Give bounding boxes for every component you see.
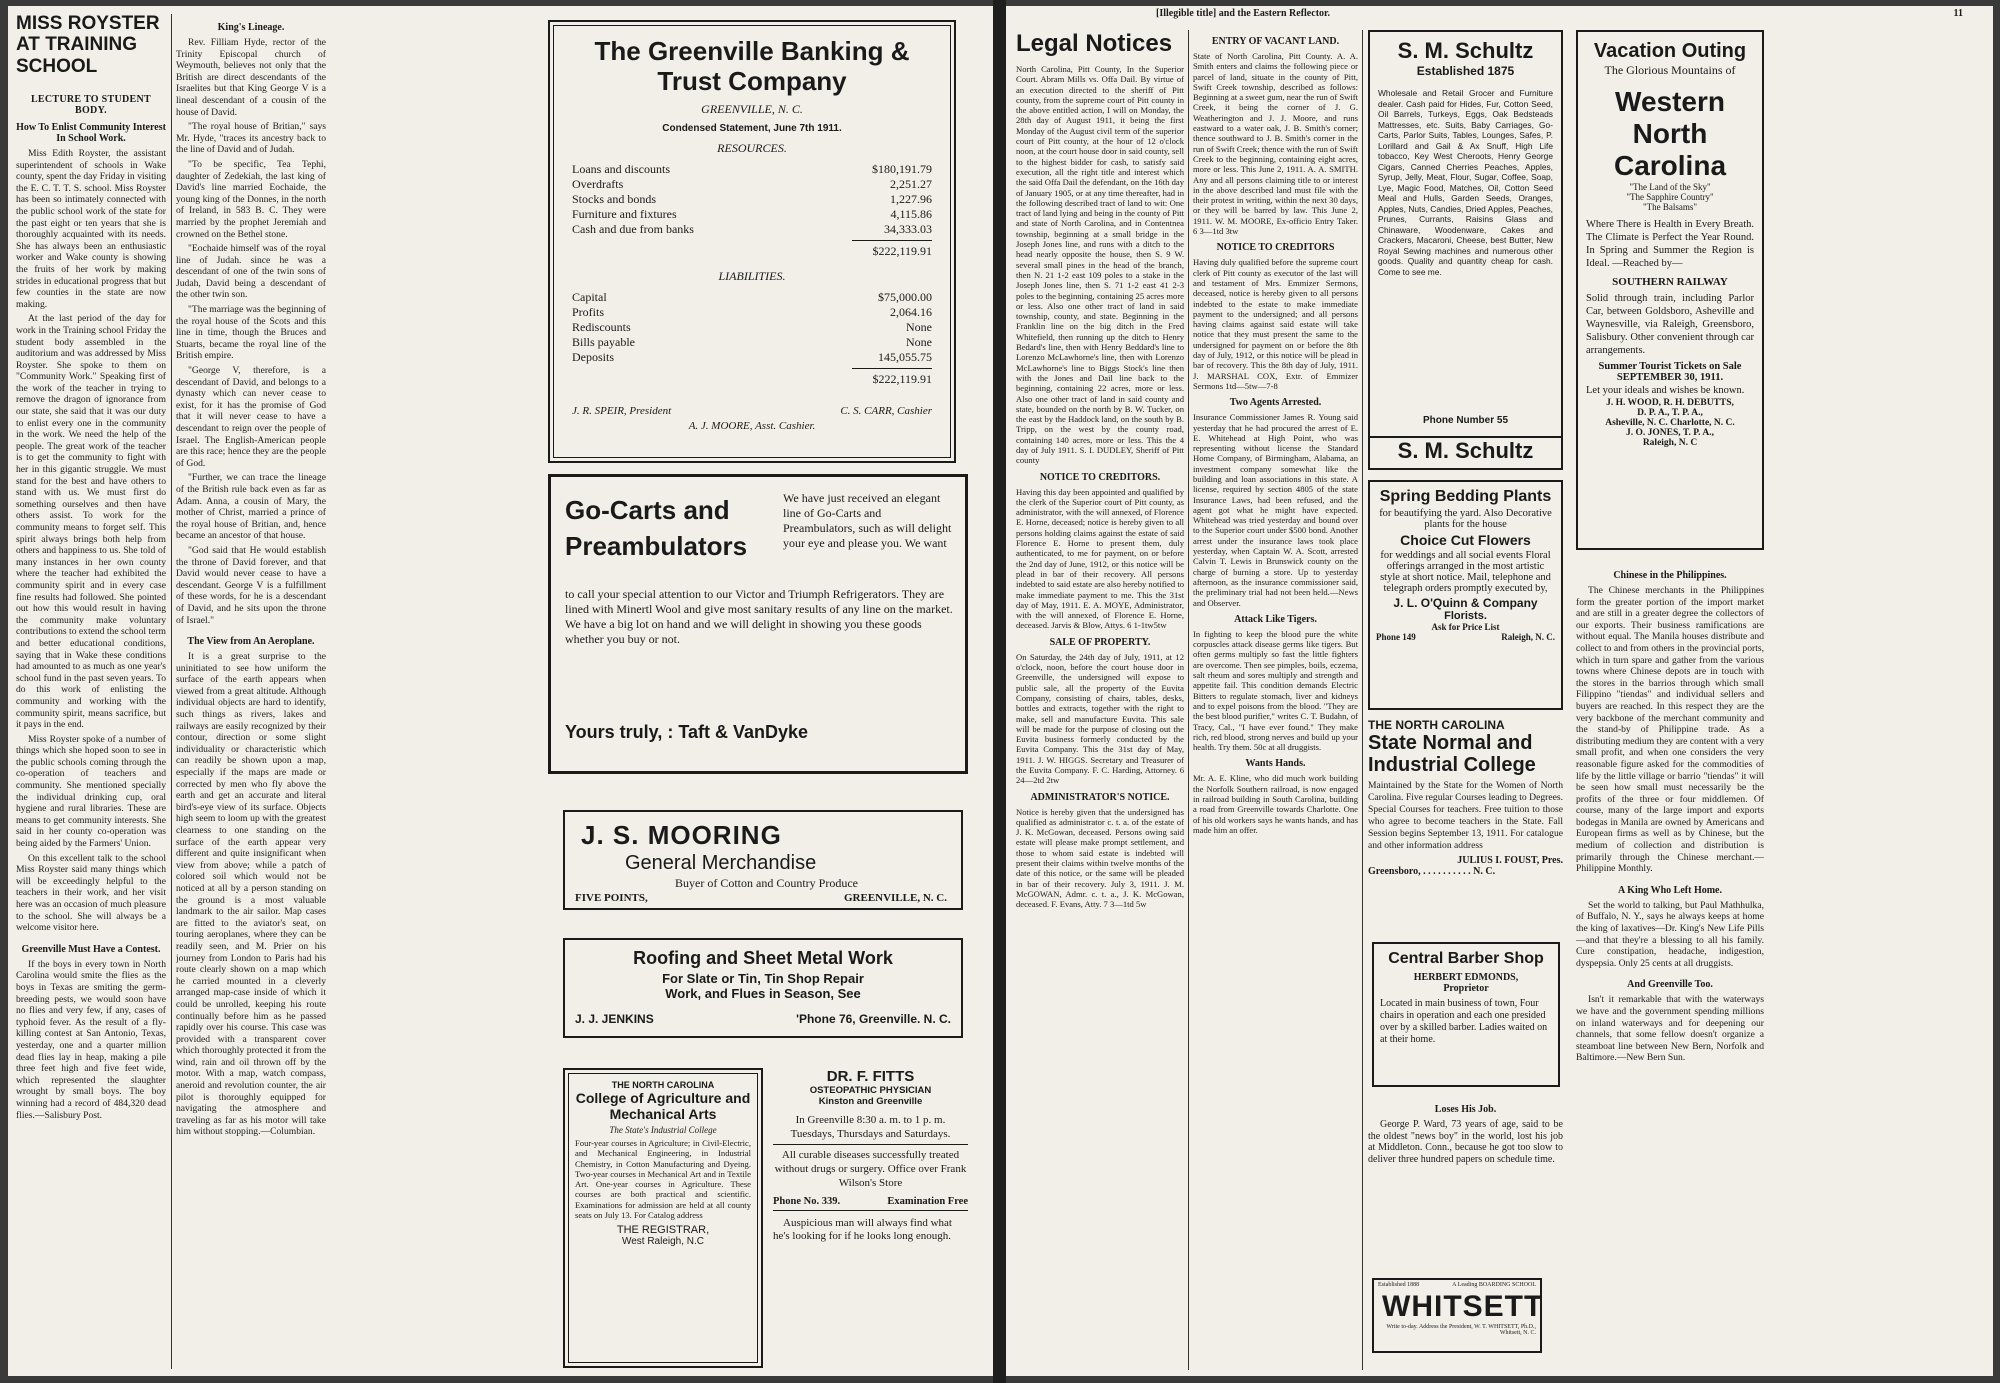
paragraph: Miss Royster spoke of a number of things which she hoped soon to see in the public schools coming through the co-operation of teachers and community. She mentioned specially the individual drinking cup, oral hygiene and rural libraries. These are means to get community interests. She said in her county co-operation was being aided by the Farmers' Union. xyxy=(16,733,166,850)
ledger-row: Furniture and fixtures 4,115.86 xyxy=(572,207,932,221)
barber-title: Central Barber Shop xyxy=(1388,950,1544,967)
ledger-row: Deposits 145,055.75 xyxy=(572,350,932,364)
fitts-title: DR. F. FITTS xyxy=(826,1068,915,1085)
column-articles: Chinese in the Philippines. The Chinese merchants in the Philippines form the greater portion of the import market and are still in a greater degree the collectors of our exports. Their business ramifications are without equal. The Manila houses distribute and collect to and from others in the provincial ports, which in turn spare and gather from the various towns where Chinese depots are in touch with the stores in the barrios through which small Filippino "tiendas" and individual sellers and buyers are reached. In this respect they are the very backbone of the merchant community and the stand-by of Philippine trade. As a distributing medium they are content with a very small profit, and when one considers the very reasonable figure asked for the commodities of life by the little village or barrio "tiendas" it will be seen how small must necessarily be the profits of the three or four middlemen. Of course, many of the large import and exports bodegas in Manila are owned by Americans and European firms as well as by Chinese, but the medium of collection and distribution is primarily through the Chinese merchant.—Philippine Monthly. A King Who Left Home. Set the world to talking, but Paul Mathhulka, of Buffalo, N. Y., says he always keeps at home the king of laxatives—Dr. King's New Life Pills—and that they're a blessing to all his family. Cure constipation, headache, indigestion, dyspepsia. Only 25 cents at all druggists. And Greenville Too. Isn't it remarkable that with the waterways we have and the government spending millions on inland waterways and for deepening our channels, that some fellow doesn't organize a steamboat line between New Bern, Norfolk and Baltimore.—New Bern Sun. xyxy=(1576,570,1764,1064)
paragraph: "The royal house of Britian," says Mr. Hyde, "traces its ancestry back to the line of David and of Judah. xyxy=(176,121,326,156)
page-gutter xyxy=(993,0,1006,1383)
subhead-lineage: King's Lineage. xyxy=(217,22,285,33)
normal-college-ad: THE NORTH CAROLINA State Normal and Industrial College Maintained by the State for the Women of North Carolina. Five regular Courses leading to Degrees. Special Courses for teachers. Free tuition to those who agree to become teachers in the State. Fall Session begins September 13, 1911. For catalogue and other information address JULIUS I. FOUST, Pres. Greensboro, . . . . . . . . . . N. C. xyxy=(1368,718,1563,877)
headline-royster-1: MISS ROYSTER xyxy=(16,14,160,34)
column-royster xyxy=(16,14,166,1369)
ledger-row: Overdrafts 2,251.27 xyxy=(572,177,932,191)
paragraph: "Further, we can trace the lineage of the British rule back even as far as Adam. Anna, a cousin of Mary, the mother of Christ, married a prince of the royal house of Britian, and, hence became an ancestor of that house. xyxy=(176,472,326,542)
bank-location: GREENVILLE, N. C. xyxy=(701,102,803,116)
paragraph: At the last period of the day for work in the Training school Friday the student body assembled in the auditorium and was addressed by Miss Royster. She spoke to them on "Community Work." Speaking first of the work of the teacher in trying to remove the dragon of ignorance from our state, she said that it was our duty to enlist every one in the community in the work. We need the help of the people. The great work of the teacher is to get the community to fight with her in this gigantic struggle. We must stand for the best and have others to stand with us. We must first do something ourselves and then have others assist. To work for the community means to forget self. This spirit always brings both help from others and happiness to us. She told of many instances in her own county where the teacher had exhibited the community spirit and in every case fine results had followed. She pointed out how this would result in having the community make voluntary contributions to extend the school term and better educational conditions, saying that in Wake these conditions had amounted to as much as one year's school fund in the past seven years. To do this work of enlisting the community and working with the community spirit, means sacrifice, but it pays in the end. xyxy=(16,313,166,731)
resources-list xyxy=(572,162,932,237)
page-number: 11 xyxy=(1953,8,1963,19)
schultz-title: S. M. Schultz xyxy=(1397,38,1534,63)
paragraph: "To be specific, Tea Tephi, daughter of Zedekiah, the last king of David's line married Eochaide, the young king of the Donnes, in the north of Ireland, in 583 B. C. They were married by the prophet Jeremiah and crowned on the Bethel stone. xyxy=(176,158,326,240)
paragraph: "George V, therefore, is a descendant of David, and belongs to a dynasty which can never cease to exist, for it has the promise of God that it will never cease to have a descendant to reign over the people of Israel. The English-American people are this race; hence they are the people of God. xyxy=(176,365,326,469)
paragraph: "Eochaide himself was of the royal line of Judah. since he was a descendant of one of the twin sons of Judah, David being a descendant of the other twin son. xyxy=(176,243,326,301)
fitts-ad: DR. F. FITTS OSTEOPATHIC PHYSICIAN Kinston and Greenville In Greenville 8:30 a. m. to 1 p. m. Tuesdays, Thursdays and Saturdays. All curable diseases successfully treated without drugs or surgery. Office over Frank Wilson's Store Phone No. 339. Examination Free Auspicious man will always find what he's looking for if he looks long enough. xyxy=(773,1068,968,1242)
vacation-ad: Vacation Outing The Glorious Mountains of Western North Carolina "The Land of the Sky" "The Sapphire Country" "The Balsams" Where There is Health in Every Breath. The Climate is Perfect the Year Round. In Spring and Summer the Region is Ideal. —Reached by— SOUTHERN RAILWAY Solid through train, including Parlor Car, between Goldsboro, Asheville and Waynesville, via Raleigh, Greensboro, Salisbury. Other convenient through car arrangements. Summer Tourist Tickets on Sale SEPTEMBER 30, 1911. Let your ideals and wishes be known. J. H. WOOD, R. H. DEBUTTS, D. P. A., T. P. A., Asheville, N. C. Charlotte, N. C. J. O. JONES, T. P. A., Raleigh, N. C xyxy=(1576,30,1764,550)
gocarts-body-2: to call your special attention to our Victor and Triumph Refrigerators. They are lined with Minertl Wool and give most sanitary results of any line on the market. We have a big lot on hand and we will delight in showing you these goods whether you buy or not. xyxy=(565,587,953,646)
ledger-row: Bills payable None xyxy=(572,335,932,349)
gocarts-title: Go-Carts and xyxy=(565,495,730,525)
bank-title: The Greenville Banking & xyxy=(594,36,910,66)
roofing-title: Roofing and Sheet Metal Work xyxy=(633,948,893,968)
paragraph: It is a great surprise to the uninitiated to see how uniform the surface of the earth appears when viewed from a great altitude. Although individual objects are hard to identify, such things as rivers, lakes and railways are easily recognized by their contour, direction or some slight individuality or characteristic which can readily be shown upon a map, especially if the maps are made or corrected by men who fly above the earth and get an accurate and literal bird's-eye view of its surface. Objects high seem to loom up with the greatest clearness to one standing on the surface of the earth appear very different and quite insignificant when view from above; while a patch of colored soil which would not be noticed at all by a person standing on the ground is a most valuable landmark to the air sailor. Map cases are fitted to the aviator's seat, on touring aeroplanes, where they can be readily seen, and M. Prier on his journey from London to Paris had his route clearly shown on a map which he carried mounted in a cleverly arranged map-case inside of which it could be unrolled, keeping his route continually before him as he passed rapidly over his course. This case was provided with a transparent cover which thoroughly protected it from the wind, rain and oil thrown off by the motor. With a map, watch compass, aneroid and revolution counter, the air pilot is thoroughly equipped for navigating the atmosphere and traveling as far as his motor will take him without stopping.—Columbian. xyxy=(176,651,326,1138)
mooring-ad: J. S. MOORING General Merchandise Buyer of Cotton and Country Produce FIVE POINTS, GREENVILLE, N. C. xyxy=(563,810,963,910)
column-notices: ENTRY OF VACANT LAND. State of North Carolina, Pitt County. A. A. Smith enters and claims the following piece or parcel of land, situate in the county of Pitt, Swift Creek township, described as follows: Beginning at a sweet gum, near the run of Swift Creek, it being the corner of J. G. Weatherington and J. J. Moore, and runs eastward to a water oak, J. B. Smith's corner; thence southward to J. B. Smith's corner in the run of Swift Creek; thence with the run of Swift Creek to the beginning, containing eight acres, more or less. This June 2, 1911. A. A. SMITH. Any and all persons claiming title to or interest in the above described land must file with the their protest in writing, within the next 30 days, or they will be barred by law. This June 2, 1911. W. M. MOORE, Ex-officio Entry Taker. 6 3—1td 3tw NOTICE TO CREDITORS Having duly qualified before the supreme court clerk of Pitt county as executor of the last will and testament of Mrs. Emmizer Sermons, deceased, notice is hereby given to all persons indebted to the estate to make immediate payment to the undersigned; and all persons having claims against said estate will take notice that they must present the same to the undersigned for payment on or before the 8th day of July, 1912, or this notice will be plead in bar of recovery. This the 8th day of July, 1911. J. MARSHAL COX, Extr. of Emmizer Sermons 1td—5tw—7-8 Two Agents Arrested. Insurance Commissioner James R. Young said yesterday that he had procured the arrest of E. E. Whitehead at High Point, who was representing without license the Standard Home Company, of Birmingham, Alabama, an investment company somewhat like the building and loan associations in this state. A license, required by section 4805 of the state Insurance Laws, had been refused, and the agent got what he might have expected. Whitehead was tried yesterday and bound over to the Superior court under $500 bond. Another arrest under the insurance laws took place yesterday, when Captain W. A. Scott, arrested Calvin T. Lewis in Brunswick county on the charge of burning a store. Up to yesterday afternoon, as the insurance commissioner said, the preliminary trial had not been held.—News and Observer. Attack Like Tigers. In fighting to keep the blood pure the white corpuscles attack disease germs like tigers. But often germs multiply so fast the little fighters are overcome. Then see pimples, boils, eczema, salt rheum and sores multiply and strength and appetite fail. This condition demands Electric Bitters to regulate stomach, liver and kidneys and to expel poisons from the blood. "They are the best blood purifier," writes C. T. Budahn, of Tracy, Cal., "I have ever found." They make rich, red blood, strong nerves and build up your health. Try them. 50c at all druggists. Wants Hands. Mr. A. E. Kline, who did much work building the Norfolk Southern railroad, is now engaged in railroad building in South Carolina, building a road from Greenville towards Charlotte. One of his old workers says he wants hands, and has made him an offer. xyxy=(1193,36,1358,835)
column-legal: Legal Notices North Carolina, Pitt County, In the Superior Court. Abram Mills vs. Offa Dail. By virtue of an execution directed to the sheriff of Pitt county, from the supreme court of Pitt county in the above entitled action, I will on Monday, the 28th day of August 1911, it being the first Monday of the August civil term of the superior court of Pitt county, at the hour of 12 o'clock noon, at the court house door in said county, sell to the highest bidder for cash, to satisfy said execution, all the right title and interest which the said Offa Dail the defendant, on the 16th day of January 1905, or at any time thereafter, had in the following described tract of land to wit: One tract of land lying and being in the county of Pitt and state of North Carolina, and in Contentnea township, beginning at a small bridge in the Joseph Jones line, and runs with a ditch to the head nearly opposite the house, then S. 9 W. several small pines in the head of the branch, then N. 21 1-2 east 109 poles to a stake in the Joseph Jones line, then S. 71 1-2 east 41 2-3 poles to the beginning, containing 25 acres more or less. Also one other tract of land in said township, county, and state. Beginning in the Franklin line on the big ditch in the Fred Whitefield, then running up the ditch to Henry Bedard's line, then with Henry Beddard's line to Lorenzo McLawhorne's line, then with Lorenzo McLawhorne's line to Biggs Stock's line then with the Jones and Dail line back to the beginning, containing 22 acres, more or less. Also one other tract of land in said county and state, bounded on the north by B. W. Tucker, on the east by the Haddock land, on the south by B. Tripp, on the west by the county road, containing 140 acres, more or less. This the 4 day of July 1911. S. I. DUDLEY, Sheriff of Pitt county NOTICE TO CREDITORS. Having this day been appointed and qualified by the clerk of the Superior court of Pitt county, as administrator, with the will annexed, of Florence E. Horne, deceased; notice is hereby given to all persons holding claims against the estate of said Florence E. Horne to present them, duly authenticated, to me for payment, on or before the 2nd day of June, 1912, or this notice will be plead in bar of their recovery. All persons indebted to said estate are also hereby notified to make immediate payment to me. This the 31st day of May, 1911. E. A. MOYE, Administrator, with the will annexed, of Florence E. Horne, deceased. Jarvis & Blow, Attys. 6 1-1tw5tw SALE OF PROPERTY. On Saturday, the 24th day of July, 1911, at 12 o'clock, noon, before the court house door in Greenville, the undersigned will expose to public sale, all the property of the Euvita Company, consisting of chairs, tables, desks, bottles and extracts, together with the right to make, sell and manufacture Euvita. This sale will be made for the purpose of closing out the Euvita business formerly conducted by the Euvita Company. This the 31st day of May, 1911. J. W. HIGGS. Secretary and Treasurer of the Euvita Company. F. C. Harding, Attorney. 6 24—2td 2tw ADMINISTRATOR'S NOTICE. Notice is hereby given that the undersigned has qualified as administrator c. t. a. of the estate of J. K. McGowan, deceased. Persons owing said estate will please make prompt settlement, and those to whom said estate is indebted will present their claims within twelve months of the date of this notice, or the same will be pleaded in bar of their recovery. July 3, 1911. J. M. McGOWAN, Admr. c. t. a., J. K. McGowan, deceased. F. Evans, Atty. 7 3—1td 5w xyxy=(1016,30,1184,910)
gocarts-ad xyxy=(548,474,968,774)
paragraph: Miss Edith Royster, the assistant superintendent of schools in Wake county, spent the day Friday in visiting the E. C. T. T. S. school. Miss Royster has been so intimately connected with the public school work of the state for the past eight or ten years that she is thoroughly acquainted with its needs. She has always been an enthusiastic worker and Wake county is showing the fruits of her work by making strides in educational progress that but few counties in the state are now making. xyxy=(16,148,166,310)
barber-ad: Central Barber Shop HERBERT EDMONDS, Proprietor Located in main business of town, Four chairs in operation and each one presided over by a skilled barber. Ladies waited on at their home. xyxy=(1372,942,1560,1087)
bank-title-2: Trust Company xyxy=(657,66,847,96)
paragraph: Rev. Filliam Hyde, rector of the Trinity Episcopal church of Weymouth, believes not only that the British are direct descendants of the Israelites but that King George V is a lineal descendant of a cousin of the house of David. xyxy=(176,37,326,118)
ledger-row: Capital $75,000.00 xyxy=(572,290,932,304)
plants-title: Spring Bedding Plants xyxy=(1379,488,1552,505)
subhead-lecture: LECTURE TO STUDENT BODY. xyxy=(30,94,152,116)
subhead-contest: Greenville Must Have a Contest. xyxy=(21,943,161,955)
resources-total: $222,119.91 xyxy=(872,244,932,258)
paragraph: On this excellent talk to the school Miss Royster said many things which will be exceedingly helpful to the teachers in their work, and her visit here was an occasion of much pleasure to the school. She will always be a welcome visitor here. xyxy=(16,852,166,934)
right-page xyxy=(1006,6,1993,1376)
ledger-row: Loans and discounts $180,191.79 xyxy=(572,162,932,176)
college-title: College of Agriculture and Mechanical Arts xyxy=(575,1090,751,1122)
left-page xyxy=(8,6,993,1376)
mooring-line: Buyer of Cotton and Country Produce xyxy=(675,876,858,890)
ledger-row: Profits 2,064.16 xyxy=(572,305,932,319)
agricultural-college-ad: THE NORTH CAROLINA College of Agriculture and Mechanical Arts The State's Industrial College Four-year courses in Agriculture; in Civil-Electric, and Mechanical Engineering, in Industrial Chemistry, in Cotton Manufacturing and Dyeing. Two-year courses in Mechanical Art and in Textile Art. One-year courses in Agriculture. These courses are both practical and scientific. Examinations for admission are held at all county seats on July 13. For Catalog address THE REGISTRAR, West Raleigh, N.C xyxy=(563,1068,763,1368)
plants-ad: Spring Bedding Plants for beautifying the yard. Also Decorative plants for the house Choice Cut Flowers for weddings and all social events Floral offerings arranged in the most artistic style at short notice. Mail, telephone and telegraph orders promptly executed by, J. L. O'Quinn & Company Florists. Ask for Price List Phone 149 Raleigh, N. C. xyxy=(1368,480,1563,710)
vacation-title: Vacation Outing xyxy=(1593,40,1747,62)
column-lineage xyxy=(176,14,326,1369)
mooring-title: J. S. MOORING xyxy=(581,820,782,850)
schultz-ad: S. M. Schultz Established 1875 Wholesale and Retail Grocer and Furniture dealer. Cash paid for Hides, Fur, Cotton Seed, Oil Barrels, Turkeys, Eggs, Oak Bedsteads Mattresses, etc. Suits, Baby Carriages, Go-Carts, Parlor Suits, Tables, Lounges, Safes, P. Lorillard and Gail & Ax Snuff, High Life tobacco, Key West Cheroots, Henry George Cigars, Canned Cherries Peaches, Apples, Syrup, Jelly, Meat, Flour, Sugar, Coffee, Soap, Lye, Magic Food, Matches, Oil, Cotton Seed Meal and Hulls, Garden Seeds, Oranges, Apples, Nuts, Candies, Dried Apples, Peaches, Prunes, Currants, Raisins Glass and Chinaware, Woodenware, Cakes and Crackers, Macaroni, Cheese, best Butter, New Royal Sewing machines and numerous other goods. Quality and quantity cheap for cash. Come to see me. Phone Number 55 S. M. Schultz xyxy=(1368,30,1563,470)
liabilities-list xyxy=(572,290,932,365)
ledger-row: Cash and due from banks 34,333.03 xyxy=(572,222,932,236)
bank-ad: The Greenville Banking & Trust Company GREENVILLE, N. C. Condensed Statement, June 7th 1911. RESOURCES. Loans and discounts $180,191.79 Overdrafts 2,251.27 Stocks and bonds 1,227.96 Furniture and fixtures 4,115.86 Cash and due from banks 34,333.03 $222,119.91 LIABILITIES. Capital $75,000.00 Profits 2,064.16 Rediscounts None Bills payable None Deposits 145,055.75 $222,119.91 J. R. SPEIR, President C. S. CARR, Cashier A. J. MOORE, Asst. Cashier. xyxy=(548,20,956,463)
ledger-row: Stocks and bonds 1,227.96 xyxy=(572,192,932,206)
loses-job-article: Loses His Job. George P. Ward, 73 years of age, said to be the oldest "news boy" in the world, lost his job at Middleton. Conn., because he got too slow to deliver three hundred papers on schedule time. xyxy=(1368,1104,1563,1165)
normal-title: State Normal and xyxy=(1368,732,1533,754)
subhead-aeroplane: The View from An Aeroplane. xyxy=(187,636,315,648)
whitsett-ad: Established 1888 A Leading BOARDING SCHOOL WHITSETT Write to-day. Address the President, W. T. WHITSETT, Ph.D., Whitsett, N. C. xyxy=(1372,1278,1542,1353)
headline-royster-2: AT TRAINING SCHOOL xyxy=(16,34,138,77)
whitsett-logo: WHITSETT xyxy=(1382,1290,1544,1323)
bank-statement-date: Condensed Statement, June 7th 1911. xyxy=(662,123,842,134)
legal-title: Legal Notices xyxy=(1016,30,1173,57)
bank-officers: J. R. SPEIR, President C. S. CARR, Cashier xyxy=(572,405,932,417)
mooring-subtitle: General Merchandise xyxy=(625,852,817,874)
liabilities-total: $222,119.91 xyxy=(872,372,932,386)
gocarts-title-2: Preambulators xyxy=(565,531,748,561)
paragraph: If the boys in every town in North Carolina would smite the flies as the boys in Texas are smiting the germ-breeding pests, we would soon have no flies and very few, if any, cases of typhoid fever. As the result of a fly-killing contest at San Antonio, Texas, yesterday, one and a quarter million dead flies lay in heap, making a pile three feet high and five feet wide, which represented the slaughter wrought by small boys. The boy winning had a record of 484,320 dead flies.—Salisbury Post. xyxy=(16,958,166,1121)
paragraph: "The marriage was the beginning of the royal house of the Scots and this line in time, though the Bruces and Stuarts, became the royal line of the British empire. xyxy=(176,304,326,362)
resources-heading: RESOURCES. xyxy=(717,141,787,155)
roofing-ad: Roofing and Sheet Metal Work For Slate or Tin, Tin Shop Repair Work, and Flues in Season, See J. J. JENKINS 'Phone 76, Greenville. N. C. xyxy=(563,938,963,1038)
liabilities-heading: LIABILITIES. xyxy=(718,269,786,283)
paragraph: "God said that He would establish the throne of David forever, and that David would never cease to have a descendant. George V is a fulfillment of these words, for he is a descendant of David, and he sits upon the throne of Israel." xyxy=(176,544,326,626)
masthead: [Illegible title] and the Eastern Reflector. xyxy=(1156,8,1331,19)
column-rule xyxy=(171,14,172,1369)
gocarts-signature: Yours truly, : Taft & VanDyke xyxy=(565,722,809,742)
gocarts-body: We have just received an elegant line of Go-Carts and Preambulators, such as will delight your eye and please you. We want xyxy=(783,491,952,550)
subhead-community: How To Enlist Community Interest In School Work. xyxy=(16,122,166,144)
ledger-row: Rediscounts None xyxy=(572,320,932,334)
